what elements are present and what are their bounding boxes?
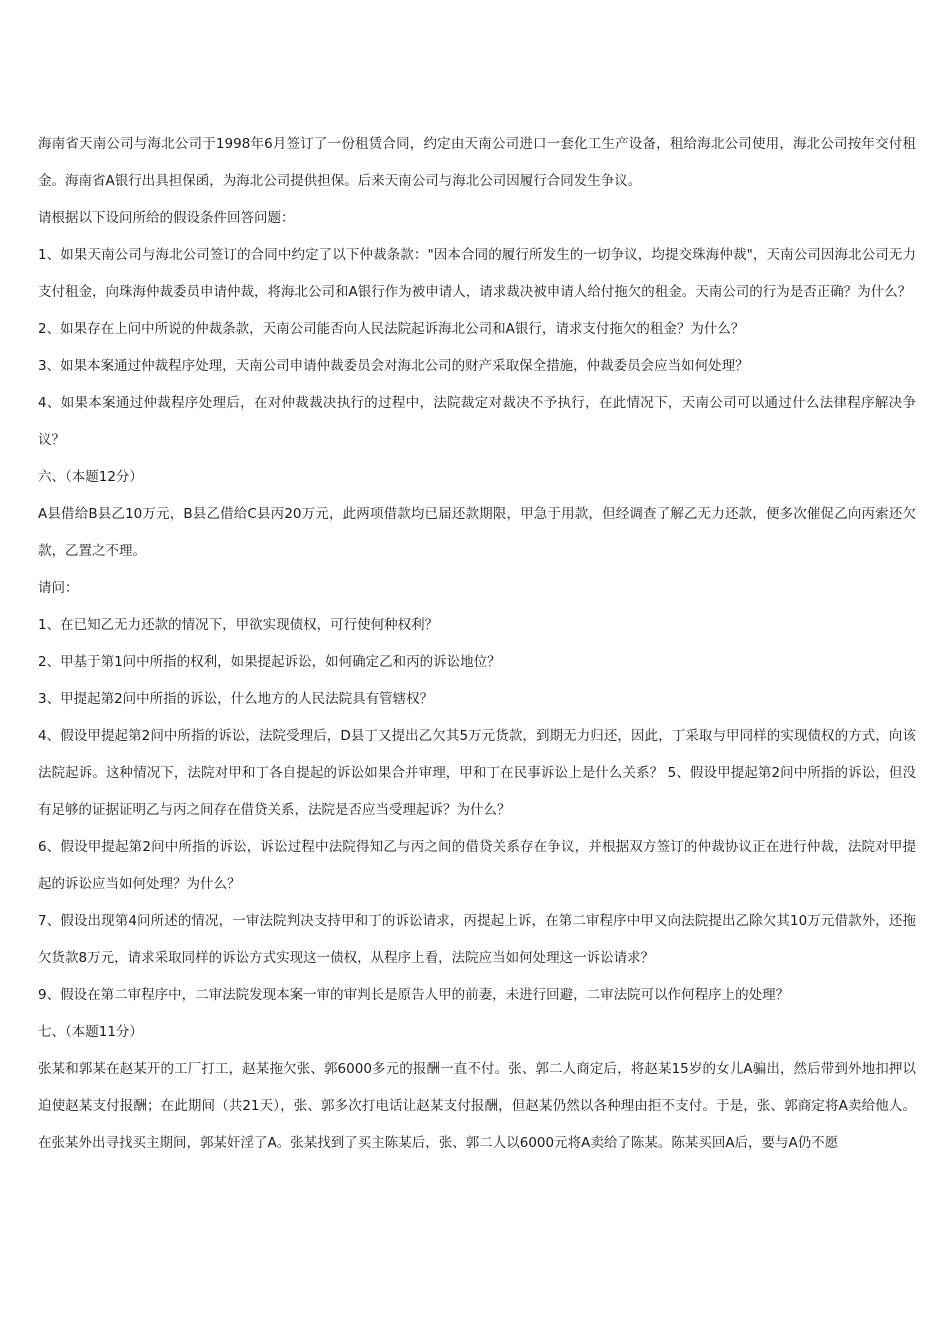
paragraph-question: 1、如果天南公司与海北公司签订的合同中约定了以下仲裁条款："因本合同的履行所发生的一切争议，均提交珠海仲裁"，天南公司因海北公司无力支付租金，向珠海仲裁委员申请仲裁，将海北公司和A银行作为被申请人，请求裁决被申请人给付拖欠的租金。天南公司的行为是否正确？为什么？ bbox=[38, 247, 916, 300]
paragraph-question: 9、假设在第二审程序中，二审法院发现本案一审的审判长是原告人甲的前妻，未进行回避，二审法院可以作何程序上的处理？ bbox=[38, 987, 790, 1003]
paragraph-question: 3、甲提起第2问中所指的诉讼，什么地方的人民法院具有管辖权？ bbox=[38, 691, 434, 707]
paragraph-question: 2、如果存在上问中所说的仲裁条款，天南公司能否向人民法院起诉海北公司和A银行，请求支付拖欠的租金？为什么？ bbox=[38, 321, 745, 337]
paragraph-case-background: A县借给B县乙10万元，B县乙借给C县丙20万元，此两项借款均已届还款期限，甲急于用款，但经调查了解乙无力还款，便多次催促乙向丙索还欠款，乙置之不理。 bbox=[38, 506, 916, 559]
paragraph-question: 3、如果本案通过仲裁程序处理，天南公司申请仲裁委员会对海北公司的财产采取保全措施，仲裁委员会应当如何处理？ bbox=[38, 358, 749, 374]
paragraph-question: 6、假设甲提起第2问中所指的诉讼，诉讼过程中法院得知乙与丙之间的借贷关系存在争议，并根据双方签订的仲裁协议正在进行仲裁，法院对甲提起的诉讼应当如何处理？为什么？ bbox=[38, 839, 916, 892]
paragraph-case-background: 张某和郭某在赵某开的工厂打工，赵某拖欠张、郭6000多元的报酬一直不付。张、郭二人商定后，将赵某15岁的女儿A骗出，然后带到外地扣押以迫使赵某支付报酬；在此期间（共21天），张、郭多次打电话让赵某支付报酬，但赵某仍然以各种理由拒不支付。于是，张、郭商定将A卖给他人。在张某外出寻找买主期间，郭某奸淫了A。张某找到了买主陈某后，张、郭二人以6000元将A卖给了陈某。陈某买回A后，要与A仍不愿 bbox=[38, 1061, 916, 1151]
section-heading-seven: 七、（本题11分） bbox=[38, 1024, 143, 1040]
document-body bbox=[38, 126, 916, 1162]
paragraph-instruction: 请问： bbox=[38, 580, 79, 596]
paragraph-case-background: 海南省天南公司与海北公司于1998年6月签订了一份租赁合同，约定由天南公司进口一套化工生产设备，租给海北公司使用，海北公司按年交付租金。海南省A银行出具担保函，为海北公司提供担保。后来天南公司与海北公司因履行合同发生争议。 bbox=[38, 136, 916, 189]
paragraph-instruction: 请根据以下设问所给的假设条件回答问题： bbox=[38, 210, 295, 226]
section-heading-six: 六、（本题12分） bbox=[38, 469, 143, 485]
paragraph-question: 1、在已知乙无力还款的情况下，甲欲实现债权，可行使何种权利？ bbox=[38, 617, 439, 633]
paragraph-question: 4、如果本案通过仲裁程序处理后，在对仲裁裁决执行的过程中，法院裁定对裁决不予执行，在此情况下，天南公司可以通过什么法律程序解决争议？ bbox=[38, 395, 916, 448]
paragraph-question: 7、假设出现第4问所述的情况，一审法院判决支持甲和丁的诉讼请求，丙提起上诉，在第二审程序中甲又向法院提出乙除欠其10万元借款外，还拖欠货款8万元，请求采取同样的诉讼方式实现这一债权，从程序上看，法院应当如何处理这一诉讼请求？ bbox=[38, 913, 916, 966]
paragraph-question: 2、甲基于第1问中所指的权利，如果提起诉讼，如何确定乙和丙的诉讼地位？ bbox=[38, 654, 501, 670]
paragraph-question: 4、假设甲提起第2问中所指的诉讼，法院受理后，D县丁又提出乙欠其5万元货款，到期无力归还，因此，丁采取与甲同样的实现债权的方式，向该法院起诉。这种情况下，法院对甲和丁各自提起的诉讼如果合并审理，甲和丁在民事诉讼上是什么关系？ 5、假设甲提起第2问中所指的诉讼，但没有足够的证据证明乙与丙之间存在借贷关系，法院是否应当受理起诉？为什么？ bbox=[38, 728, 916, 818]
